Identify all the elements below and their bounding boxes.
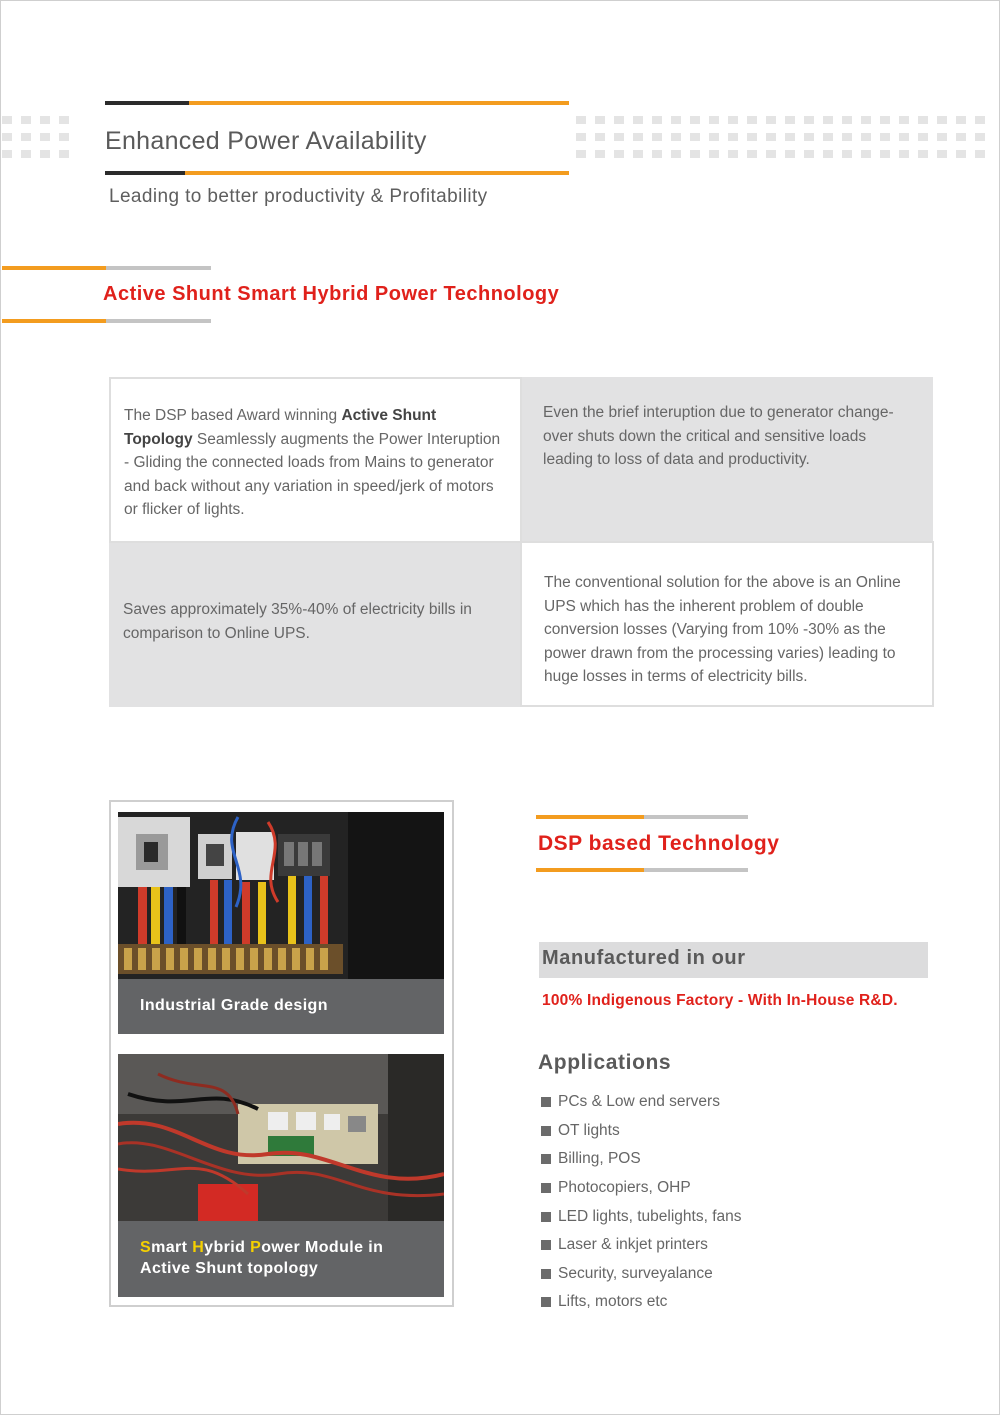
cell-text: Saves approximately 35%-40% of electricity bills in comparison to Online UPS. [123,601,472,642]
cell-text: Even the brief interuption due to generator change-over shuts down the critical and sensitive loads leading to loss of data and productivity. [543,404,894,468]
section-title-dsp: DSP based Technology [538,832,780,855]
caption-word-mart: mart [151,1239,193,1256]
list-item-label: Laser & inkjet printers [558,1236,708,1254]
list-item [541,1202,742,1231]
dsp-bar-orange-bottom [536,868,644,872]
page-title: Enhanced Power Availability [105,127,427,155]
caption-hybrid-module [118,1221,444,1297]
list-item-label: Photocopiers, OHP [558,1179,691,1197]
caption-word-ower: ower Module in [261,1239,384,1256]
bullet-square-icon [541,1297,551,1307]
list-item [541,1231,742,1260]
page-subtitle: Leading to better productivity & Profitability [109,186,488,207]
header-bar-orange-bottom [185,171,569,175]
dot-pattern-left [2,116,69,158]
list-item-label: OT lights [558,1121,620,1139]
caption-initial-h: H [192,1239,205,1256]
bullet-square-icon [541,1212,551,1222]
header-bar-orange [189,101,569,105]
list-item [541,1174,742,1203]
applications-list [541,1088,742,1317]
bullet-square-icon [541,1097,551,1107]
applications-heading: Applications [538,1051,672,1074]
bullet-square-icon [541,1154,551,1164]
grid-cell-conventional [520,541,934,707]
dot-pattern-right [576,116,985,158]
manufactured-heading: Manufactured in our [542,947,746,969]
bullet-square-icon [541,1183,551,1193]
list-item [541,1145,742,1174]
grid-cell-interruption [522,377,933,543]
caption-initial-p: P [250,1239,262,1256]
bullet-square-icon [541,1240,551,1250]
header-bar-dark [105,101,189,105]
bullet-square-icon [541,1126,551,1136]
caption-industrial-grade: Industrial Grade design [118,979,444,1034]
cell-text-bold: Active Shunt Topology [124,407,437,448]
dsp-bar-grey-top [644,815,748,819]
photo-panel-breakers [118,812,444,979]
list-item [541,1088,742,1117]
cell-text-pre: The DSP based Award winning [124,407,342,424]
cell-text: The conventional solution for the above is an Online UPS which has the inherent problem of double conversion losses (Varying from 10% -30% as the power drawn from the processing varies) leading to huge losses in terms of electricity bills. [544,574,901,685]
electrical-panel-image [118,812,444,979]
list-item-label: LED lights, tubelights, fans [558,1207,742,1225]
header-bar-dark-bottom [105,171,185,175]
section-bar-orange-bottom [2,319,106,323]
grid-cell-active-shunt [109,377,522,543]
list-item [541,1260,742,1289]
list-item [541,1288,742,1317]
section-bar-orange-top [2,266,106,270]
list-item-label: Lifts, motors etc [558,1293,668,1311]
caption-word-ybrid: ybrid [204,1239,251,1256]
list-item-label: Billing, POS [558,1150,641,1168]
caption-line-2: Active Shunt topology [140,1260,319,1277]
bullet-square-icon [541,1269,551,1279]
dsp-bar-orange-top [536,815,644,819]
list-item-label: PCs & Low end servers [558,1093,720,1111]
cell-text-post: Seamlessly augments the Power Interuption - Gliding the connected loads from Mains to generator and back without any variation in speed/jerk of motors or flicker of lights. [124,430,501,518]
section-bar-grey-bottom [106,319,211,323]
list-item-label: Security, surveyalance [558,1264,713,1282]
caption-initial-s: S [140,1239,152,1256]
photo-hybrid-module [118,1054,444,1221]
dsp-bar-grey-bottom [644,868,748,872]
list-item [541,1117,742,1146]
section-bar-grey-top [106,266,211,270]
section-title-active-shunt: Active Shunt Smart Hybrid Power Technology [103,283,560,305]
factory-tagline: 100% Indigenous Factory - With In-House R&D. [542,992,898,1009]
circuit-board-image [118,1054,444,1221]
grid-cell-savings [109,543,522,707]
